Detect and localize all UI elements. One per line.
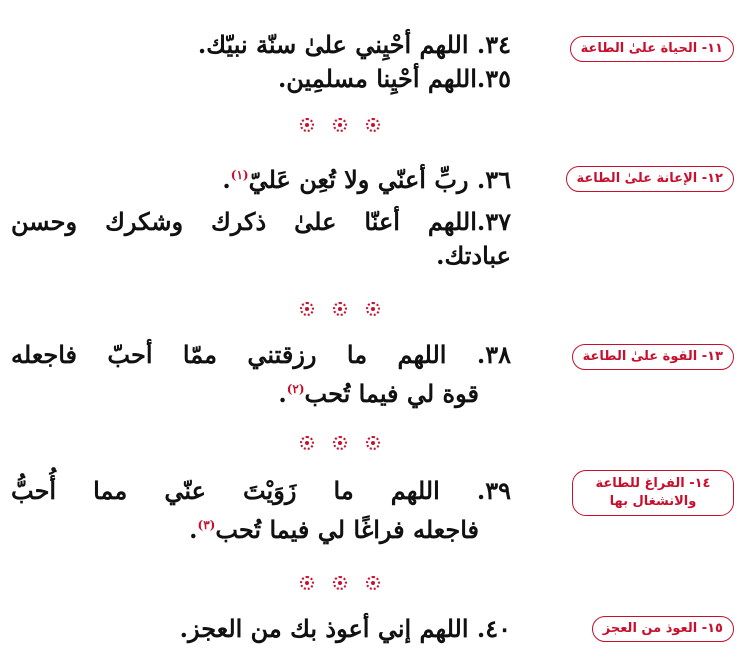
supplication-text: فاجعله فراغًا لي فيما تُحب xyxy=(215,515,479,544)
supplication-line: عبادتك. xyxy=(436,241,511,270)
supplication-line: ٣٨. اللهم ما رزقتني ممّا أحبّ فاجعله xyxy=(11,340,511,369)
supplication-line: ٣٥.اللهم أحْيِنا مسلمِين. xyxy=(277,64,511,93)
rosette-ornament-icon xyxy=(300,576,314,590)
rosette-ornament-icon xyxy=(300,436,314,450)
section-divider xyxy=(300,302,380,318)
section-divider xyxy=(300,576,380,592)
rosette-ornament-icon xyxy=(366,118,380,132)
section-divider xyxy=(300,436,380,452)
supplication-text: قوة لي فيما تُحب xyxy=(304,379,479,408)
supplication-text: ٣٦. ربِّ أعنّي ولا تُعِن عَليّ xyxy=(248,165,511,194)
footnote-marker[interactable]: (٢) xyxy=(286,382,305,396)
supplication-line xyxy=(11,508,511,547)
topic-badge: ١٥- العوذ من العجز xyxy=(592,616,734,642)
supplication-line xyxy=(11,158,511,197)
line-end-mark: . xyxy=(278,379,287,408)
supplication-line xyxy=(11,372,511,411)
supplication-line: ٣٧.اللهم أعنّا علىٰ ذكرك وشكرك وحسن xyxy=(11,207,511,236)
footnote-marker[interactable]: (٣) xyxy=(197,518,216,532)
line-end-mark: . xyxy=(222,165,231,194)
line-end-mark: . xyxy=(189,515,198,544)
rosette-ornament-icon xyxy=(366,436,380,450)
topic-badge: ١٢- الإعانة علىٰ الطاعة xyxy=(566,166,735,192)
rosette-ornament-icon xyxy=(333,302,347,316)
topic-badge: ١١- الحياة علىٰ الطاعة xyxy=(570,36,734,62)
topic-badge: ١٣- القوة علىٰ الطاعة xyxy=(572,344,734,370)
footnote-marker[interactable]: (١) xyxy=(230,168,249,182)
rosette-ornament-icon xyxy=(366,302,380,316)
rosette-ornament-icon xyxy=(333,118,347,132)
rosette-ornament-icon xyxy=(333,576,347,590)
supplication-line: ٤٠. اللهم إني أعوذ بك من العجز. xyxy=(179,614,511,643)
rosette-ornament-icon xyxy=(333,436,347,450)
topic-badge: ١٤- الفراغ للطاعة والانشغال بها xyxy=(572,470,734,516)
rosette-ornament-icon xyxy=(300,302,314,316)
rosette-ornament-icon xyxy=(366,576,380,590)
supplication-line: ٣٩. اللهم ما زَوَيْتَ عنّي مما أُحبُّ xyxy=(11,476,511,505)
supplication-line: ٣٤. اللهم أحْيِني علىٰ سنّة نبيّك. xyxy=(197,30,511,59)
rosette-ornament-icon xyxy=(300,118,314,132)
section-divider xyxy=(300,118,380,134)
